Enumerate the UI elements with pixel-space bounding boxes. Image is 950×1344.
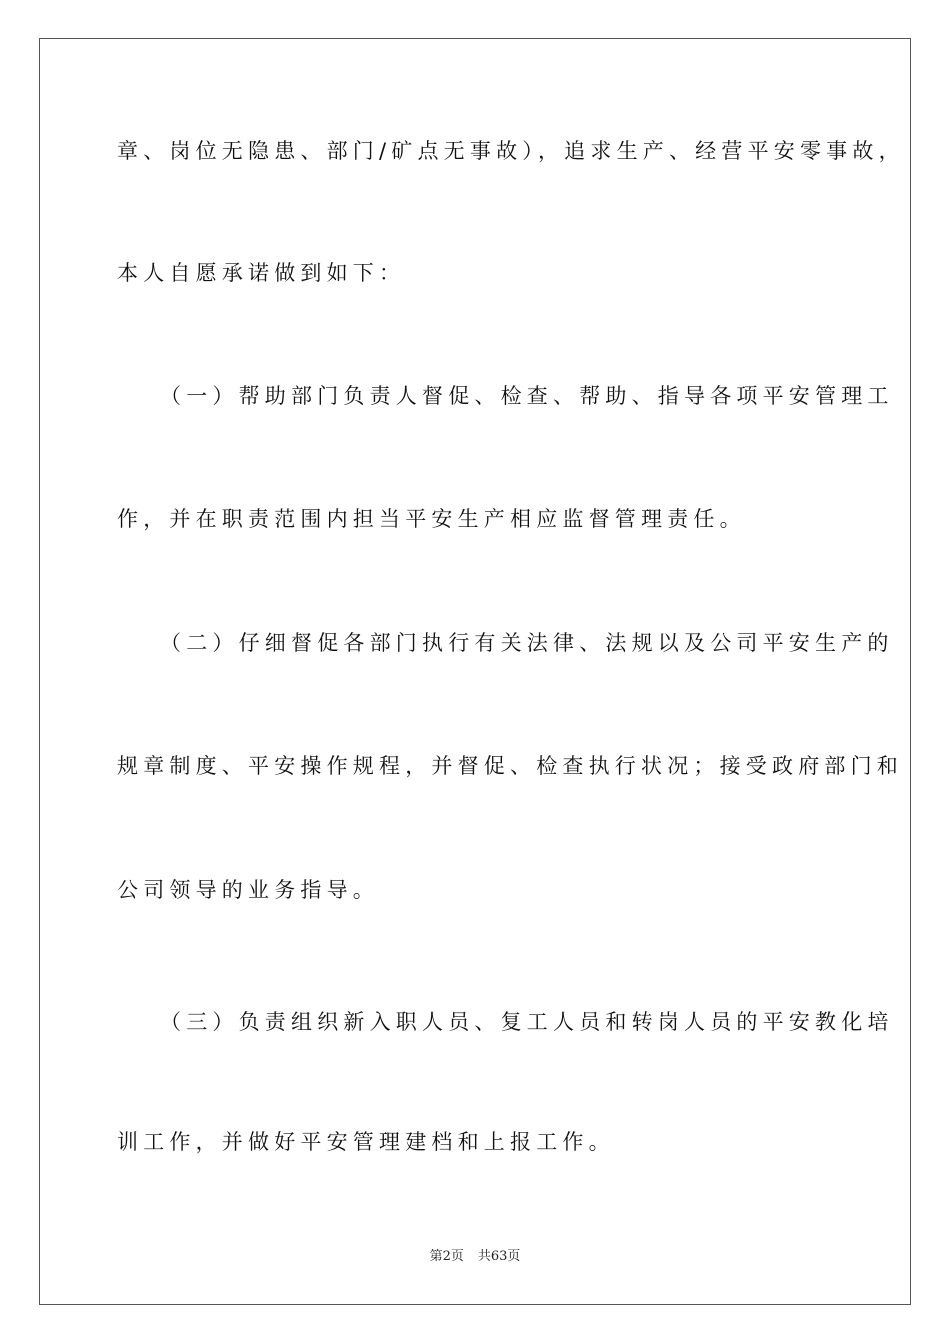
paragraph-2-line-1: （二）仔细督促各部门执行有关法律、法规以及公司平安生产的 <box>160 631 894 655</box>
page-number: 第2页 <box>429 1249 464 1264</box>
paragraph-3-line-1: （三）负责组织新入职人员、复工人员和转岗人员的平安教化培 <box>160 1010 894 1034</box>
page-border <box>39 38 911 1305</box>
paragraph-2-line-2: 规章制度、平安操作规程，并督促、检查执行状况；接受政府部门和 <box>117 754 903 778</box>
paragraph-2-line-3: 公司领导的业务指导。 <box>117 878 379 902</box>
page-footer <box>0 1245 950 1264</box>
paragraph-3-line-2: 训工作，并做好平安管理建档和上报工作。 <box>117 1130 615 1154</box>
body-line-1: 章、岗位无隐患、部门/矿点无事故），追求生产、经营平安零事故， <box>117 139 905 163</box>
body-line-2: 本人自愿承诺做到如下： <box>117 261 406 285</box>
paragraph-1-line-2: 作，并在职责范围内担当平安生产相应监督管理责任。 <box>117 507 746 531</box>
paragraph-1-line-1: （一）帮助部门负责人督促、检查、帮助、指导各项平安管理工 <box>160 384 894 408</box>
total-pages: 共63页 <box>477 1249 521 1264</box>
